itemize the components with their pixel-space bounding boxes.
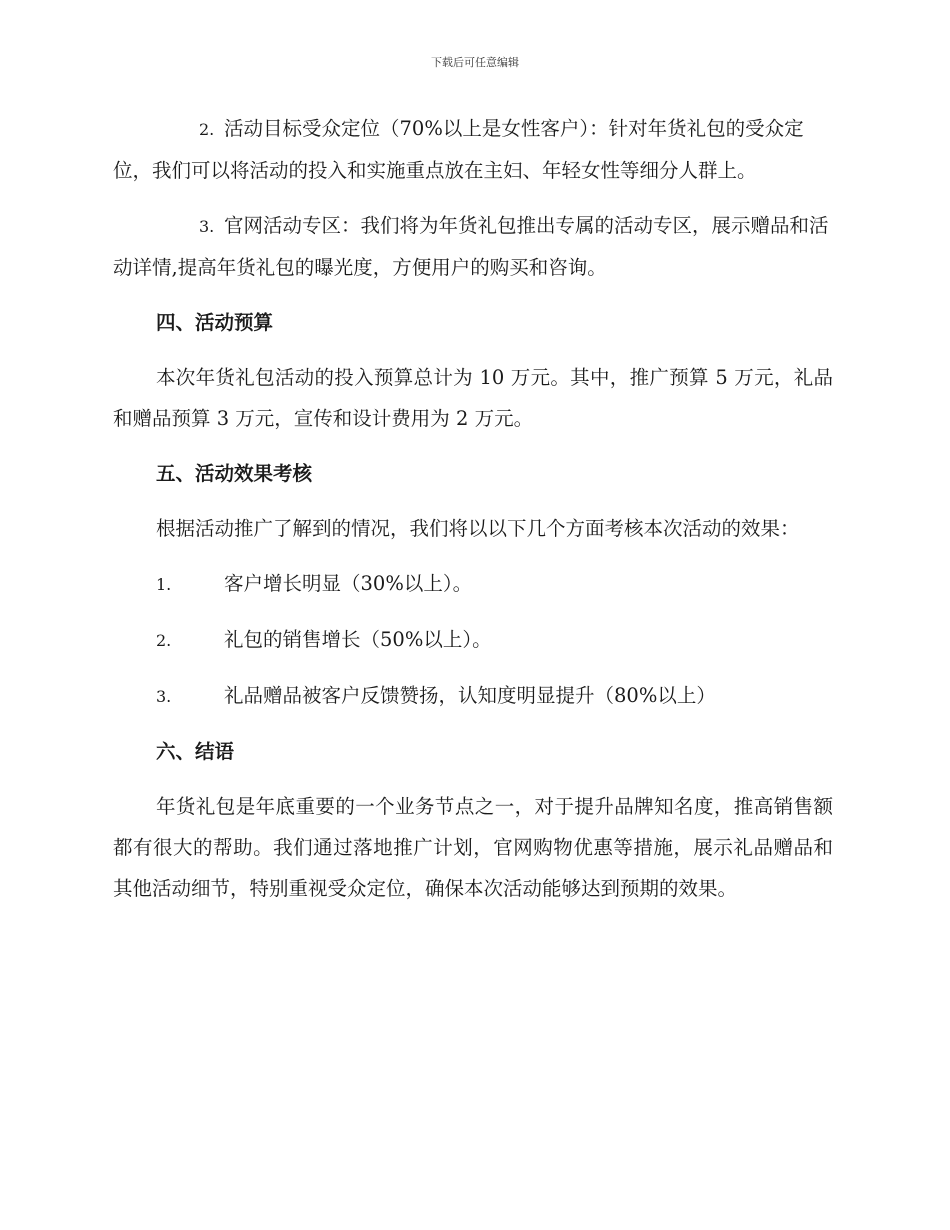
list-number: 3. [156,687,172,706]
list-text: 礼包的销售增长（50%以上）。 [224,628,492,651]
list-item-gift-feedback [113,675,833,717]
paragraph-budget: 本次年货礼包活动的投入预算总计为 10 万元。其中，推广预算 5 万元，礼品和赠品预算 3 万元，宣传和设计费用为 2 万元。 [113,366,833,430]
list-text: 礼品赠品被客户反馈赞扬，认知度明显提升（80%以上） [224,684,716,707]
section-heading-evaluation: 五、活动效果考核 [156,462,313,485]
list-number: 2. [156,631,172,650]
paragraph-evaluation-intro: 根据活动推广了解到的情况，我们将以以下几个方面考核本次活动的效果： [156,517,800,540]
document-body [113,108,833,923]
list-item-audience [113,108,833,191]
paragraph-conclusion: 年货礼包是年底重要的一个业务节点之一，对于提升品牌知名度，推高销售额都有很大的帮助。我们通过落地推广计划，官网购物优惠等措施，展示礼品赠品和其他活动细节，特别重视受众定位，确保本次活动能够达到预期的效果。 [113,795,833,900]
list-number: 3. [199,217,215,236]
list-text: 客户增长明显（30%以上）。 [224,572,473,595]
section-heading-conclusion: 六、结语 [156,740,235,763]
list-number: 2. [199,120,215,139]
list-number: 1. [156,575,172,594]
list-item-website-zone [113,205,833,288]
page-header-note: 下载后可任意编辑 [431,56,519,69]
section-heading-budget: 四、活动预算 [156,311,274,334]
list-item-customer-growth [113,563,833,605]
list-text: 官网活动专区：我们将为年货礼包推出专属的活动专区，展示赠品和活动详情,提高年货礼包的曝光度，方便用户的购买和咨询。 [113,214,829,279]
list-text: 活动目标受众定位（70%以上是女性客户）：针对年货礼包的受众定位，我们可以将活动的投入和实施重点放在主妇、年轻女性等细分人群上。 [113,117,804,182]
list-item-sales-growth [113,619,833,661]
